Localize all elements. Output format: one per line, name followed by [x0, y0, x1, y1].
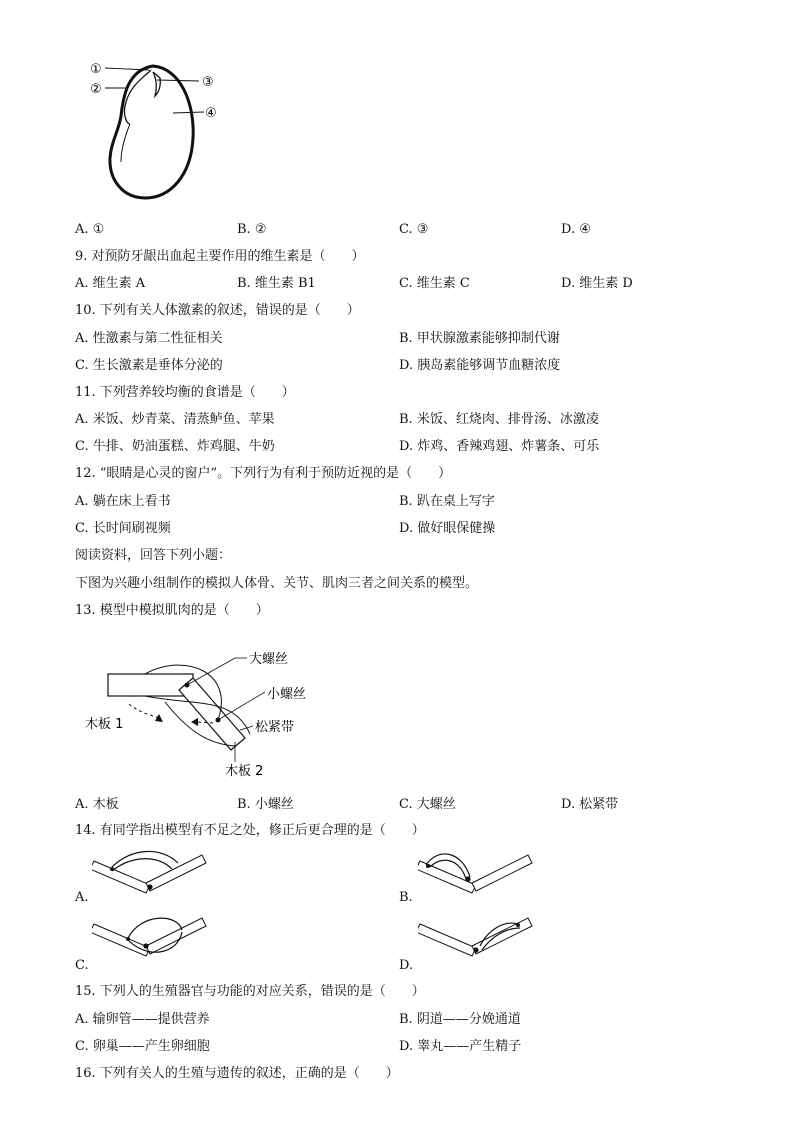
- q14-option-a[interactable]: A.: [75, 890, 89, 905]
- q12-option-d[interactable]: D. 做好眼保健操: [399, 521, 496, 536]
- q14-option-c[interactable]: C.: [75, 958, 89, 973]
- label-band: 松紧带: [255, 720, 295, 735]
- q13-option-b[interactable]: B. 小螺丝: [237, 797, 294, 812]
- q14-figure-a: [92, 847, 212, 897]
- leader-3: [157, 80, 199, 81]
- arrow-head-1: [155, 714, 163, 722]
- label-board-1: 木板 1: [85, 717, 124, 732]
- q11-option-b[interactable]: B. 米饭、红烧肉、排骨汤、冰激凌: [399, 412, 599, 427]
- q9-stem: 9. 对预防牙龈出血起主要作用的维生素是（ ）: [75, 249, 365, 264]
- arrow-head-2: [191, 718, 198, 726]
- q13-option-a[interactable]: A. 木板: [75, 797, 119, 812]
- q12-option-a[interactable]: A. 躺在床上看书: [75, 494, 171, 509]
- seed-label-2: ②: [90, 82, 102, 97]
- seed-label-3: ③: [202, 75, 214, 90]
- joint-model-diagram: [85, 642, 345, 782]
- label-board-2: 木板 2: [225, 764, 264, 779]
- q10-stem: 10. 下列有关人体激素的叙述，错误的是（ ）: [75, 303, 360, 318]
- reading-text: 下图为兴趣小组制作的模拟人体骨、关节、肌肉三者之间关系的模型。: [75, 576, 479, 591]
- q10-option-b[interactable]: B. 甲状腺激素能够抑制代谢: [399, 331, 560, 346]
- q8-option-c[interactable]: C. ③: [399, 222, 429, 237]
- q11-option-a[interactable]: A. 米饭、炒青菜、清蒸鲈鱼、苹果: [75, 412, 275, 427]
- q8-option-a[interactable]: A. ①: [75, 222, 105, 237]
- q15-option-d[interactable]: D. 睾丸——产生精子: [399, 1039, 522, 1054]
- seed-hypocotyl: [121, 124, 130, 162]
- q13-option-d[interactable]: D. 松紧带: [561, 797, 619, 812]
- q14-figure-b: [418, 847, 538, 897]
- q14-figure-d: [418, 910, 538, 962]
- q15-stem: 15. 下列人的生殖器官与功能的对应关系，错误的是（ ）: [75, 984, 425, 999]
- q11-option-c[interactable]: C. 牛排、奶油蛋糕、炸鸡腿、牛奶: [75, 439, 275, 454]
- q16-stem: 16. 下列有关人的生殖与遗传的叙述，正确的是（ ）: [75, 1066, 399, 1081]
- q9-option-d[interactable]: D. 维生素 D: [561, 276, 633, 291]
- reading-intro: 阅读资料，回答下列小题：: [75, 548, 232, 563]
- seed-diagram: [85, 58, 235, 208]
- q9-option-b[interactable]: B. 维生素 B1: [237, 276, 316, 291]
- seed-outline: [110, 66, 193, 198]
- q8-option-d[interactable]: D. ④: [561, 222, 591, 237]
- q15-option-a[interactable]: A. 输卵管——提供营养: [75, 1012, 210, 1027]
- seed-label-1: ①: [90, 62, 102, 77]
- q14-stem: 14. 有同学指出模型有不足之处，修正后更合理的是（ ）: [75, 823, 425, 838]
- leader-small-screw: [218, 692, 265, 720]
- q12-option-c[interactable]: C. 长时间刷视频: [75, 521, 171, 536]
- q10-option-d[interactable]: D. 胰岛素能够调节血糖浓度: [399, 358, 561, 373]
- q13-option-c[interactable]: C. 大螺丝: [399, 797, 456, 812]
- seed-label-4: ④: [205, 106, 217, 121]
- q14-option-b[interactable]: B.: [399, 890, 413, 905]
- motion-arrow-left: [129, 704, 159, 718]
- q8-option-b[interactable]: B. ②: [237, 222, 267, 237]
- q12-stem: 12. “眼睛是心灵的窗户”。下列行为有利于预防近视的是（ ）: [75, 466, 452, 481]
- seed-plumule: [153, 72, 160, 96]
- q15-option-b[interactable]: B. 阴道——分娩通道: [399, 1012, 521, 1027]
- q9-option-c[interactable]: C. 维生素 C: [399, 276, 470, 291]
- q9-option-a[interactable]: A. 维生素 A: [75, 276, 146, 291]
- q14-figure-c: [92, 910, 212, 962]
- q14-option-d[interactable]: D.: [399, 958, 414, 973]
- label-small-screw: 小螺丝: [267, 687, 307, 702]
- q13-stem: 13. 模型中模拟肌肉的是（ ）: [75, 603, 269, 618]
- board-1: [108, 674, 193, 696]
- q15-option-c[interactable]: C. 卵巢——产生卵细胞: [75, 1039, 210, 1054]
- label-big-screw: 大螺丝: [249, 652, 289, 667]
- q11-stem: 11. 下列营养较均衡的食谱是（ ）: [75, 385, 295, 400]
- q12-option-b[interactable]: B. 趴在桌上写字: [399, 494, 495, 509]
- seed-radicle: [124, 70, 151, 124]
- q10-option-a[interactable]: A. 性激素与第二性征相关: [75, 331, 223, 346]
- q11-option-d[interactable]: D. 炸鸡、香辣鸡翅、炸薯条、可乐: [399, 439, 600, 454]
- leader-big-screw: [187, 658, 235, 685]
- leader-4: [173, 112, 204, 113]
- q10-option-c[interactable]: C. 生长激素是垂体分泌的: [75, 358, 223, 373]
- board-2: [179, 678, 245, 750]
